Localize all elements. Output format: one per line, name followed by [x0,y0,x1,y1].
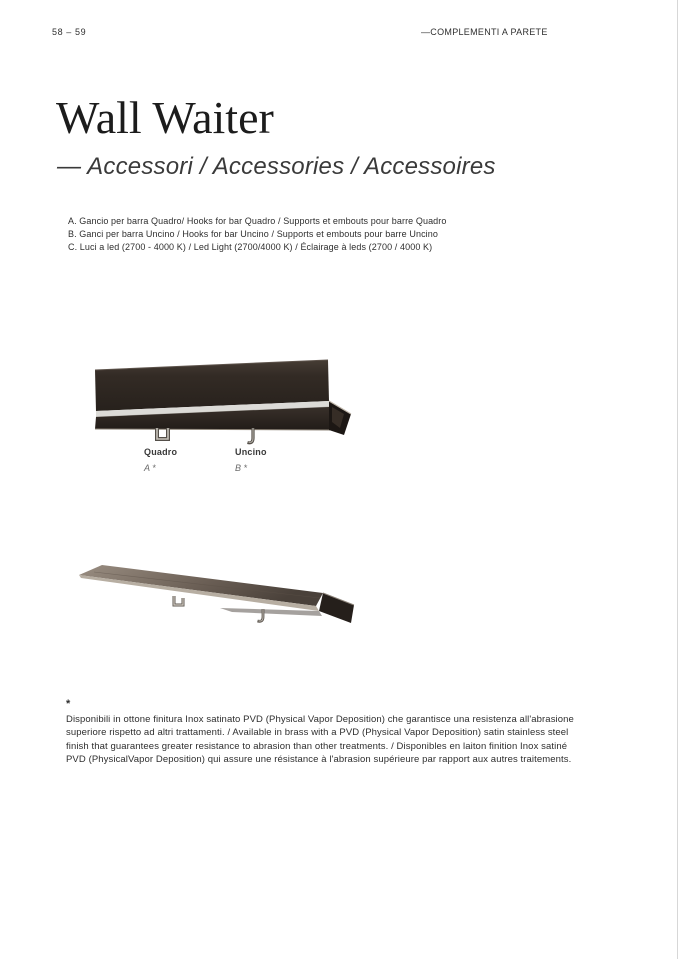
label-quadro-name: Quadro [144,447,178,457]
footnote-marker: * [66,698,71,710]
spec-item-b: B. Ganci per barra Uncino / Hooks for bar Uncino / Supports et embouts pour barre Uncino [68,229,438,239]
quadro-hook-icon [174,596,183,605]
shelf-perspective-illustration [70,553,360,633]
shelf-front-illustration [85,351,357,446]
page-numbers: 58 – 59 [52,27,87,37]
spec-list [68,215,447,254]
spec-item-c: C. Luci a led (2700 - 4000 K) / Led Light (2700/4000 K) / Éclairage à leds (2700 / 4000 K) [68,242,433,252]
page-subtitle: — Accessori / Accessories / Accessoires [57,153,496,180]
shelf-perspective-figure [70,553,360,633]
label-uncino-name: Uncino [235,447,267,457]
label-quadro-ref: A * [144,463,156,473]
label-uncino [235,447,267,473]
spec-item-a: A. Gancio per barra Quadro/ Hooks for bar Quadro / Supports et embouts pour barre Quadro [68,216,447,226]
label-quadro [144,447,177,473]
page-title: Wall Waiter [56,92,274,143]
footnote-text: Disponibili in ottone finitura Inox satinato PVD (Physical Vapor Deposition) che garantisce una resistenza all'abrasione superiore rispetto ad altri trattamenti. / Available in brass with a PVD (Physical Vapor Deposition) satin stainless steel finish that guarantees greater resistance to abrasion than other treatments. / Disponibles en laiton finition Inox satiné PVD (PhysicalVapor Deposition) qui assure une résistance à l'abrasion supérieure par rapport aux autres traitements. [66,714,574,766]
section-label: —COMPLEMENTI A PARETE [421,27,548,37]
shelf-front-figure [85,351,357,446]
label-uncino-ref: B * [235,463,248,473]
